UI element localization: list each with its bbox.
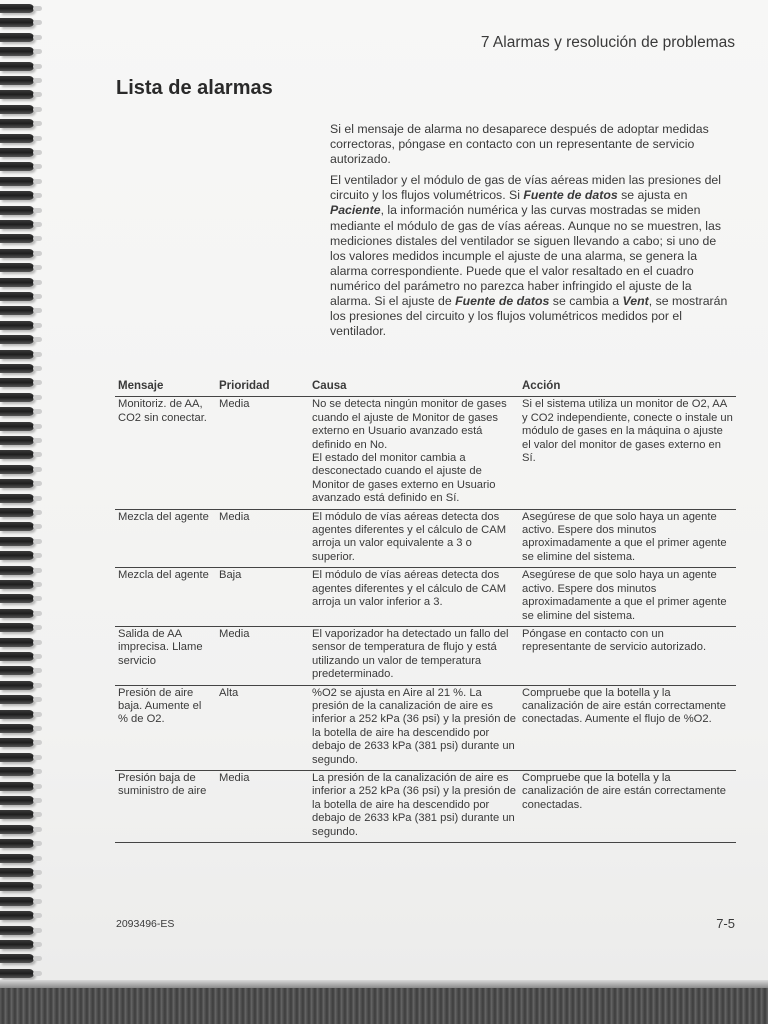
cell-accion: Compruebe que la botella y la canalización de aire están correctamente conectadas. Aumente el flujo de %O2. (519, 685, 736, 770)
binding-coil (0, 724, 34, 733)
cell-causa: El módulo de vías aéreas detecta dos agentes diferentes y el cálculo de CAM arroja un valor inferior a 3. (309, 568, 519, 627)
column-header-prioridad: Prioridad (216, 380, 309, 397)
binding-coil (0, 436, 34, 445)
binding-coil (0, 119, 34, 128)
binding-coil (0, 33, 34, 42)
binding-coil (0, 652, 34, 661)
cell-prioridad: Media (216, 397, 309, 509)
binding-coil (0, 393, 34, 402)
binding-coil (0, 62, 34, 71)
binding-coil (0, 450, 34, 459)
intro-text-run: se cambia a (549, 294, 623, 309)
binding-coil (0, 364, 34, 373)
binding-coil (0, 767, 34, 776)
binding-coil (0, 220, 34, 229)
binding-coil (0, 609, 34, 618)
table-row (115, 568, 736, 627)
binding-coil (0, 566, 34, 575)
binding-coil (0, 18, 34, 27)
binding-coil (0, 249, 34, 258)
binding-coil (0, 47, 34, 56)
binding-coil (0, 191, 34, 200)
binding-coil (0, 508, 34, 517)
cell-mensaje: Mezcla del agente (115, 509, 216, 568)
emphasis-vent: Vent (622, 294, 649, 309)
binding-coil (0, 580, 34, 589)
intro-text-run: , la información numérica y las curvas mostradas se miden mediante el módulo de gas de vías aéreas. Aunque no se muestren, las mediciones distales del ventilador se siguen llevando a cabo; si uno de los valores medidos incumple el ajuste de una alarma, se genera la alarma correspondiente. Puede que el valor resaltado en el cuadro numérico del parámetro no parezca haber infringido el ajuste de la alarma. Si el ajuste de (330, 203, 722, 309)
binding-coil (0, 681, 34, 690)
intro-text-run: se ajusta en (617, 188, 688, 203)
emphasis-fuente-de-datos: Fuente de datos (523, 188, 618, 203)
binding-coil (0, 465, 34, 474)
binding-coil (0, 234, 34, 243)
binding-coil (0, 810, 34, 819)
binding-coil (0, 292, 34, 301)
table-row (115, 626, 736, 685)
intro-text-run: , se mostrarán los presiones del circuito y los flujos volumétricos medidos por el ventilador. (330, 294, 728, 339)
binding-coil (0, 321, 34, 330)
binding-coil (0, 839, 34, 848)
binding-coil (0, 594, 34, 603)
cell-causa: El módulo de vías aéreas detecta dos agentes diferentes y el cálculo de CAM arroja un valor equivalente a 3 o superior. (309, 509, 519, 568)
table-row (115, 509, 736, 568)
binding-coil (0, 551, 34, 560)
table-header-row (115, 380, 736, 397)
binding-coil (0, 422, 34, 431)
binding-coil (0, 494, 34, 503)
binding-coil (0, 134, 34, 143)
cell-accion: Compruebe que la botella y la canalización de aire están correctamente conectadas. (519, 770, 736, 842)
page-bottom-edge (0, 980, 768, 1024)
binding-coil (0, 479, 34, 488)
emphasis-paciente: Paciente (330, 203, 381, 218)
binding-coil (0, 954, 34, 963)
binding-coil (0, 911, 34, 920)
binding-coil (0, 148, 34, 157)
binding-coil (0, 278, 34, 287)
binding-coil (0, 335, 34, 344)
alarm-table (115, 380, 736, 843)
intro-paragraph-2 (330, 173, 734, 339)
intro-text-run: El ventilador y el módulo de gas de vías aéreas miden las presiones del circuito y los flujos volumétricos. Si (330, 173, 721, 203)
binding-coil (0, 926, 34, 935)
column-header-causa: Causa (309, 380, 519, 397)
binding-coil (0, 854, 34, 863)
cell-causa: El vaporizador ha detectado un fallo del sensor de temperatura de flujo y está utilizando un valor de temperatura predeterminado. (309, 626, 519, 685)
binding-coil (0, 162, 34, 171)
chapter-header: 7 Alarmas y resolución de problemas (480, 34, 735, 51)
binding-coil (0, 969, 34, 978)
cell-mensaje: Mezcla del agente (115, 568, 216, 627)
binding-coil (0, 940, 34, 949)
emphasis-fuente-de-datos: Fuente de datos (455, 294, 550, 309)
cell-accion: Póngase en contacto con un representante de servicio autorizado. (519, 626, 736, 685)
binding-coil (0, 695, 34, 704)
intro-paragraph-1: Si el mensaje de alarma no desaparece después de adoptar medidas correctoras, póngase en contacto con un representante de servicio autorizado. (330, 122, 709, 167)
cell-prioridad: Alta (216, 685, 309, 770)
binding-coil (0, 782, 34, 791)
binding-coil (0, 738, 34, 747)
binding-coil (0, 105, 34, 114)
binding-coil (0, 537, 34, 546)
binding-coil (0, 263, 34, 272)
binding-coil (0, 522, 34, 531)
column-header-mensaje: Mensaje (115, 380, 216, 397)
binding-coil (0, 897, 34, 906)
binding-coil (0, 90, 34, 99)
cell-prioridad: Baja (216, 568, 309, 627)
binding-coil (0, 378, 34, 387)
document-number: 2093496-ES (116, 918, 175, 930)
binding-coil (0, 350, 34, 359)
binding-coil (0, 638, 34, 647)
cell-causa: La presión de la canalización de aire es inferior a 252 kPa (36 psi) y la presión de la botella de aire ha descendido por debajo de 2633 kPa (381 psi) durante un segundo. (309, 770, 519, 842)
column-header-accion: Acción (519, 380, 736, 397)
binding-coil (0, 666, 34, 675)
binding-coil (0, 76, 34, 85)
intro-text (330, 122, 734, 345)
binding-coil (0, 825, 34, 834)
cell-accion: Asegúrese de que solo haya un agente activo. Espere dos minutos aproximadamente a que el primer agente se elimine del sistema. (519, 509, 736, 568)
binding-coil (0, 796, 34, 805)
spiral-binding (0, 0, 44, 985)
cell-causa: %O2 se ajusta en Aire al 21 %. La presión de la canalización de aire es inferior a 252 kPa (36 psi) y la presión de la botella de aire ha descendido por debajo de 2633 kPa (381 psi) durante un segundo. (309, 685, 519, 770)
binding-coil (0, 407, 34, 416)
binding-coil (0, 623, 34, 632)
binding-coil (0, 753, 34, 762)
cell-causa: No se detecta ningún monitor de gases cuando el ajuste de Monitor de gases externo en Usuario avanzado está definido en No. El estado del monitor cambia a desconectado cuando el ajuste de Monitor de gases externo en Usuario avanzado está definido en Sí. (309, 397, 519, 509)
table-row (115, 397, 736, 509)
binding-coil (0, 206, 34, 215)
cell-prioridad: Media (216, 509, 309, 568)
page-number: 7-5 (716, 916, 735, 931)
cell-prioridad: Media (216, 770, 309, 842)
cell-accion: Si el sistema utiliza un monitor de O2, AA y CO2 independiente, conecte o instale un módulo de gases en la máquina o ajuste el valor del monitor de gases externo en Sí. (519, 397, 736, 509)
cell-mensaje: Presión baja de suministro de aire (115, 770, 216, 842)
binding-coil (0, 868, 34, 877)
binding-coil (0, 4, 34, 13)
binding-coil (0, 882, 34, 891)
table-row (115, 770, 736, 842)
binding-coil (0, 306, 34, 315)
cell-prioridad: Media (216, 626, 309, 685)
cell-mensaje: Salida de AA imprecisa. Llame servicio (115, 626, 216, 685)
cell-mensaje: Presión de aire baja. Aumente el % de O2. (115, 685, 216, 770)
cell-mensaje: Monitoriz. de AA, CO2 sin conectar. (115, 397, 216, 509)
table-row (115, 685, 736, 770)
cell-accion: Asegúrese de que solo haya un agente activo. Espere dos minutos aproximadamente a que el primer agente se elimine del sistema. (519, 568, 736, 627)
binding-coil (0, 710, 34, 719)
page-title: Lista de alarmas (116, 77, 273, 99)
binding-coil (0, 177, 34, 186)
